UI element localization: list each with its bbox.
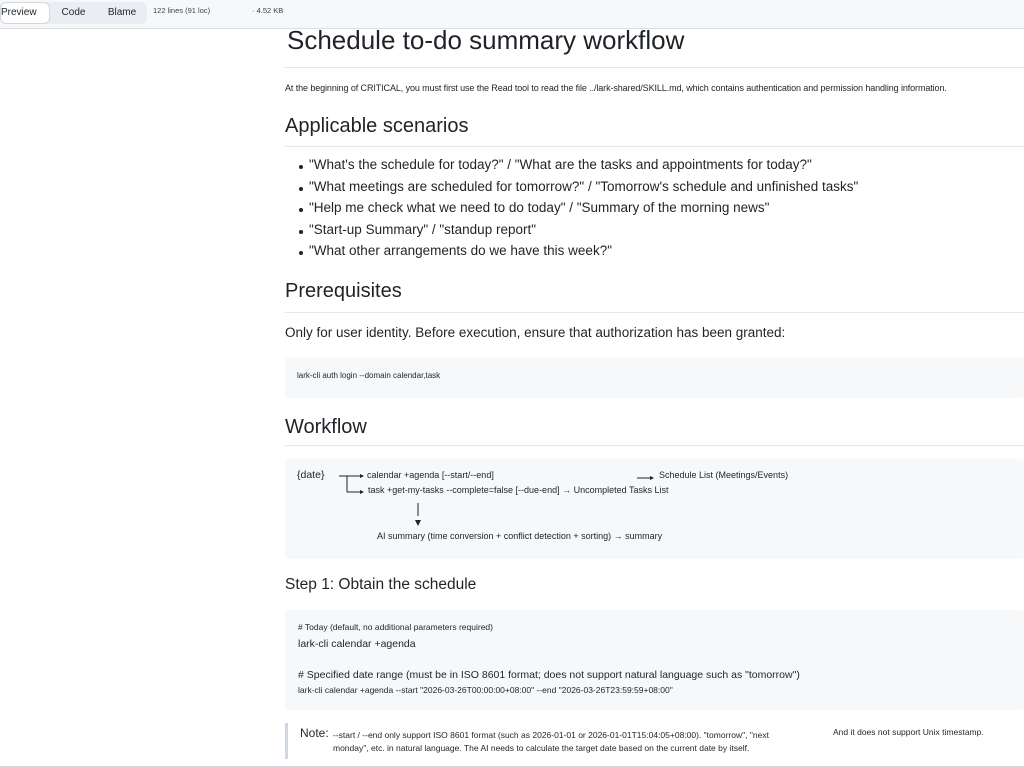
page-title: Schedule to-do summary workflow	[287, 25, 685, 55]
scenario-list	[299, 157, 858, 265]
note-aside: And it does not support Unix timestamp.	[833, 727, 984, 737]
list-item: "What's the schedule for today?" / "What are the tasks and appointments for today?"	[299, 157, 858, 179]
workflow-ai-summary: AI summary (time conversion + conflict detection + sorting) → summary	[377, 531, 663, 541]
list-item: "Help me check what we need to do today" / "Summary of the morning news"	[299, 200, 858, 222]
heading-workflow: Workflow	[285, 416, 367, 438]
file-lines-info: 122 lines (91 loc)	[153, 6, 211, 15]
prerequisites-paragraph: Only for user identity. Before execution, ensure that authorization has been granted:	[285, 325, 786, 340]
workflow-diagram	[285, 459, 1024, 559]
code-comment: # Specified date range (must be in ISO 8601 format; does not support natural language such as "tomorrow")	[298, 669, 800, 681]
workflow-schedule-result: Schedule List (Meetings/Events)	[659, 470, 789, 480]
note-text: --start / --end only support ISO 8601 format (such as 2026-01-01 or 2026-01-01T15:04:05+08:00). "tomorrow", "next monday", etc. in natural language. The AI needs to calculate the target date based on the current date by itself.	[333, 730, 769, 753]
code-line: lark-cli auth login --domain calendar,task	[297, 371, 441, 380]
title-divider	[285, 67, 1024, 68]
tab-preview[interactable]: Preview	[0, 2, 50, 24]
tab-code[interactable]: Code	[61, 7, 86, 18]
tab-blame[interactable]: Blame	[107, 7, 137, 18]
heading-prerequisites: Prerequisites	[285, 280, 402, 302]
note-label: Note:	[300, 726, 329, 740]
workflow-task-command: task +get-my-tasks --complete=false [--due-end] → Uncompleted Tasks List	[368, 485, 669, 495]
code-line: lark-cli calendar +agenda	[298, 638, 416, 650]
note-blockquote	[285, 723, 1024, 759]
code-comment: # Today (default, no additional parameters required)	[298, 622, 493, 632]
view-mode-switcher	[0, 2, 147, 24]
workflow-calendar-command: calendar +agenda [--start/--end]	[367, 470, 494, 480]
list-item: "What other arrangements do we have this week?"	[299, 243, 858, 265]
intro-paragraph: At the beginning of CRITICAL, you must first use the Read tool to read the file ../lark-shared/SKILL.md, which contains authentication and permission handling information.	[285, 83, 947, 93]
list-item: "Start-up Summary" / "standup report"	[299, 222, 858, 244]
heading-divider	[285, 146, 1024, 147]
heading-step-1: Step 1: Obtain the schedule	[285, 576, 477, 593]
file-size-info: · 4.52 KB	[252, 6, 284, 15]
list-item: "What meetings are scheduled for tomorrow?" / "Tomorrow's schedule and unfinished tasks"	[299, 179, 858, 201]
heading-divider	[285, 445, 1024, 446]
heading-divider	[285, 312, 1024, 313]
code-line: lark-cli calendar +agenda --start "2026-03-26T00:00:00+08:00" --end "2026-03-26T23:59:59+08:00"	[298, 685, 673, 695]
heading-applicable-scenarios: Applicable scenarios	[285, 115, 469, 137]
code-block-auth	[285, 357, 1024, 398]
workflow-date-token: {date}	[297, 469, 325, 481]
code-block-step-1	[285, 610, 1024, 710]
